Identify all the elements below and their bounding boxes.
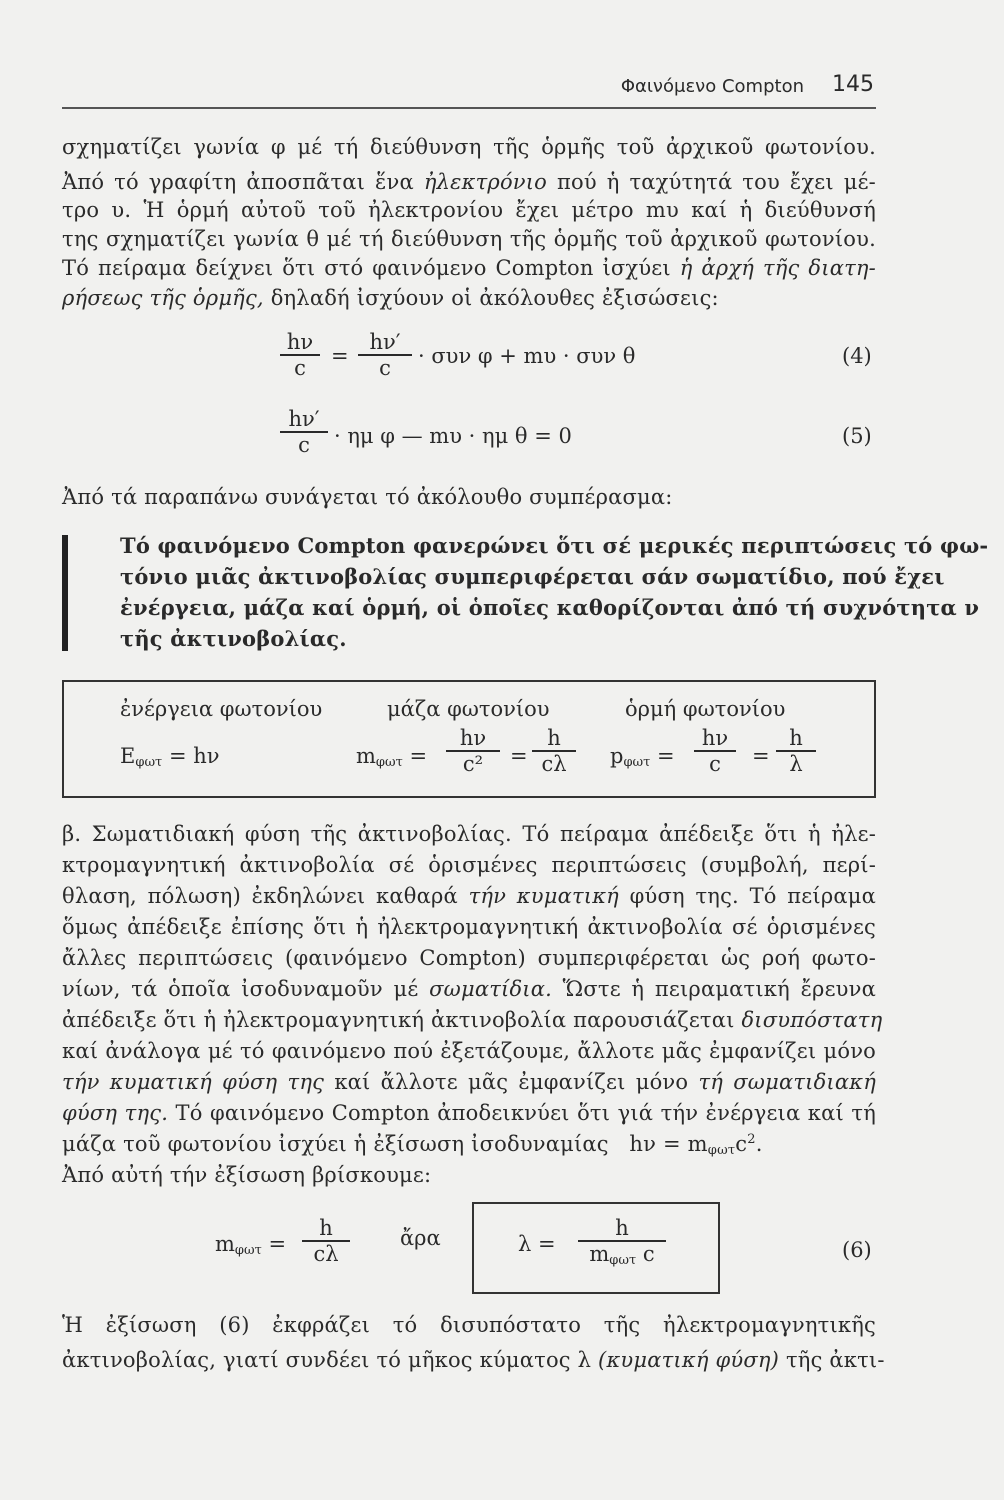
highlight-line: τόνιο μιᾶς ἀκτινοβολίας συμπεριφέρεται σάν σωματίδιο, πού ἔχει	[120, 564, 945, 589]
text-line: σχηματίζει γωνία φ μέ τή διεύθυνση τῆς ὁρμῆς τοῦ ἀρχικοῦ φωτονίου.	[62, 135, 876, 159]
equation-term: · συν φ + mυ · συν θ	[418, 344, 636, 368]
highlight-bar	[62, 535, 68, 651]
text-line: ἄλλες περιπτώσεις (φαινόμενο Compton) συμπεριφέρεται ὡς ροή φωτο-	[62, 946, 876, 970]
text-line: τήν κυματική φύση της καί ἄλλοτε μᾶς ἐμφανίζει μόνο τή σωματιδιακή	[62, 1070, 876, 1094]
running-title: Φαινόμενο Compton	[620, 76, 804, 97]
text-line: φύση της. Τό φαινόμενο Compton ἀποδεικνύει ὅτι γιά τήν ἐνέργεια καί τή	[62, 1101, 876, 1125]
text-line: τρο υ. Ἡ ὁρμή αὐτοῦ τοῦ ἠλεκτρονίου ἔχει μέτρο mυ καί ἡ διεύθυνσή	[62, 198, 876, 222]
text-line: καί ἀνάλογα μέ τό φαινόμενο πού ἐξετάζουμε, ἄλλοτε μᾶς ἐμφανίζει μόνο	[62, 1039, 876, 1063]
equation-label: (6)	[842, 1238, 872, 1262]
text-line: θλαση, πόλωση) ἐκδηλώνει καθαρά τήν κυματική φύση της. Τό πείραμα	[62, 884, 876, 908]
page-number: 145	[832, 72, 874, 97]
highlight-line: Τό φαινόμενο Compton φανερώνει ὅτι σέ μερικές περιπτώσεις τό φω-	[120, 533, 989, 558]
text-line: της σχηματίζει γωνία θ μέ τή διεύθυνση τῆς ὁρμῆς τοῦ ἀρχικοῦ φωτονίου.	[62, 227, 876, 251]
mass-formula-lhs: $m_{\varphi\omega\tau}$ =	[356, 744, 428, 770]
energy-formula: $E_{\varphi\omega\tau} = h\nu$	[120, 744, 220, 770]
column-header: μάζα φωτονίου	[387, 697, 550, 721]
momentum-formula-lhs: $p_{\varphi\omega\tau}$ =	[610, 744, 675, 770]
fraction: h λ	[776, 726, 816, 776]
column-header: ὁρμή φωτονίου	[625, 697, 786, 721]
equals-sign: =	[752, 744, 770, 768]
fraction: hν′ c	[358, 330, 412, 380]
equation-term: · ημ φ — mυ · ημ θ = 0	[334, 424, 572, 448]
text-line: Ἀπό τό γραφίτη ἀποσπᾶται ἕνα ἠλεκτρόνιο πού ἡ ταχύτητά του ἔχει μέ-	[62, 170, 876, 194]
running-header	[62, 70, 876, 104]
text-line: Ἀπό τά παραπάνω συνάγεται τό ἀκόλουθο συμπέρασμα:	[62, 485, 673, 509]
equation-term: λ =	[518, 1232, 556, 1256]
equation-label: (5)	[842, 424, 872, 448]
fraction: h $m_{\varphi\omega\tau}$ c	[578, 1216, 666, 1268]
column-header: ἐνέργεια φωτονίου	[120, 697, 323, 721]
text-line: ὅμως ἀπέδειξε ἐπίσης ὅτι ἡ ἠλεκτρομαγνητική ἀκτινοβολία σέ ὁρισμένες	[62, 915, 876, 939]
fraction: hν c	[280, 330, 320, 380]
text-line: κτρομαγνητική ἀκτινοβολία σέ ὁρισμένες περιπτώσεις (συμβολή, περί-	[62, 853, 876, 877]
highlight-line: τῆς ἀκτινοβολίας.	[120, 626, 347, 651]
header-rule	[62, 107, 876, 109]
text-line: β. Σωματιδιακή φύση τῆς ἀκτινοβολίας. Τό πείραμα ἀπέδειξε ὅτι ἡ ἠλε-	[62, 822, 876, 846]
text-line: ἀπέδειξε ὅτι ἡ ἠλεκτρομαγνητική ἀκτινοβολία παρουσιάζεται δισυπόστατη	[62, 1008, 883, 1032]
fraction: h cλ	[302, 1216, 350, 1266]
fraction: hν′ c	[280, 407, 328, 457]
fraction: hν c	[694, 726, 736, 776]
text-line: ἀκτινοβολίας, γιατί συνδέει τό μῆκος κύματος λ (κυματική φύση) τῆς ἀκτι-	[62, 1348, 885, 1372]
text-line: μάζα τοῦ φωτονίου ἰσχύει ἡ ἐξίσωση ἰσοδυναμίας $h\nu = m_{\varphi\omega\tau}c^2$.	[62, 1132, 763, 1158]
fraction: hν c²	[446, 726, 500, 776]
text-line: Ἡ ἐξίσωση (6) ἐκφράζει τό δισυπόστατο τῆς ἠλεκτρομαγνητικῆς	[62, 1313, 876, 1337]
equals-sign: =	[331, 344, 349, 368]
text-line: Ἀπό αὐτή τήν ἐξίσωση βρίσκουμε:	[62, 1163, 432, 1187]
text-line: ρήσεως τῆς ὁρμῆς, δηλαδή ἰσχύουν οἱ ἀκόλουθες ἐξισώσεις:	[62, 286, 719, 310]
equation-term: $m_{\varphi\omega\tau}$ =	[215, 1232, 287, 1258]
equals-sign: =	[510, 744, 528, 768]
equation-label: (4)	[842, 344, 872, 368]
fraction: h cλ	[532, 726, 576, 776]
highlight-line: ἐνέργεια, μάζα καί ὁρμή, οἱ ὁποῖες καθορίζονται ἀπό τή συχνότητα ν	[120, 595, 980, 620]
equation-term: ἄρα	[400, 1226, 441, 1250]
text-line: νίων, τά ὁποῖα ἰσοδυναμοῦν μέ σωματίδια. Ὥστε ἡ πειραματική ἔρευνα	[62, 977, 876, 1001]
text-line: Τό πείραμα δείχνει ὅτι στό φαινόμενο Compton ἰσχύει ἡ ἀρχή τῆς διατη-	[62, 256, 876, 280]
